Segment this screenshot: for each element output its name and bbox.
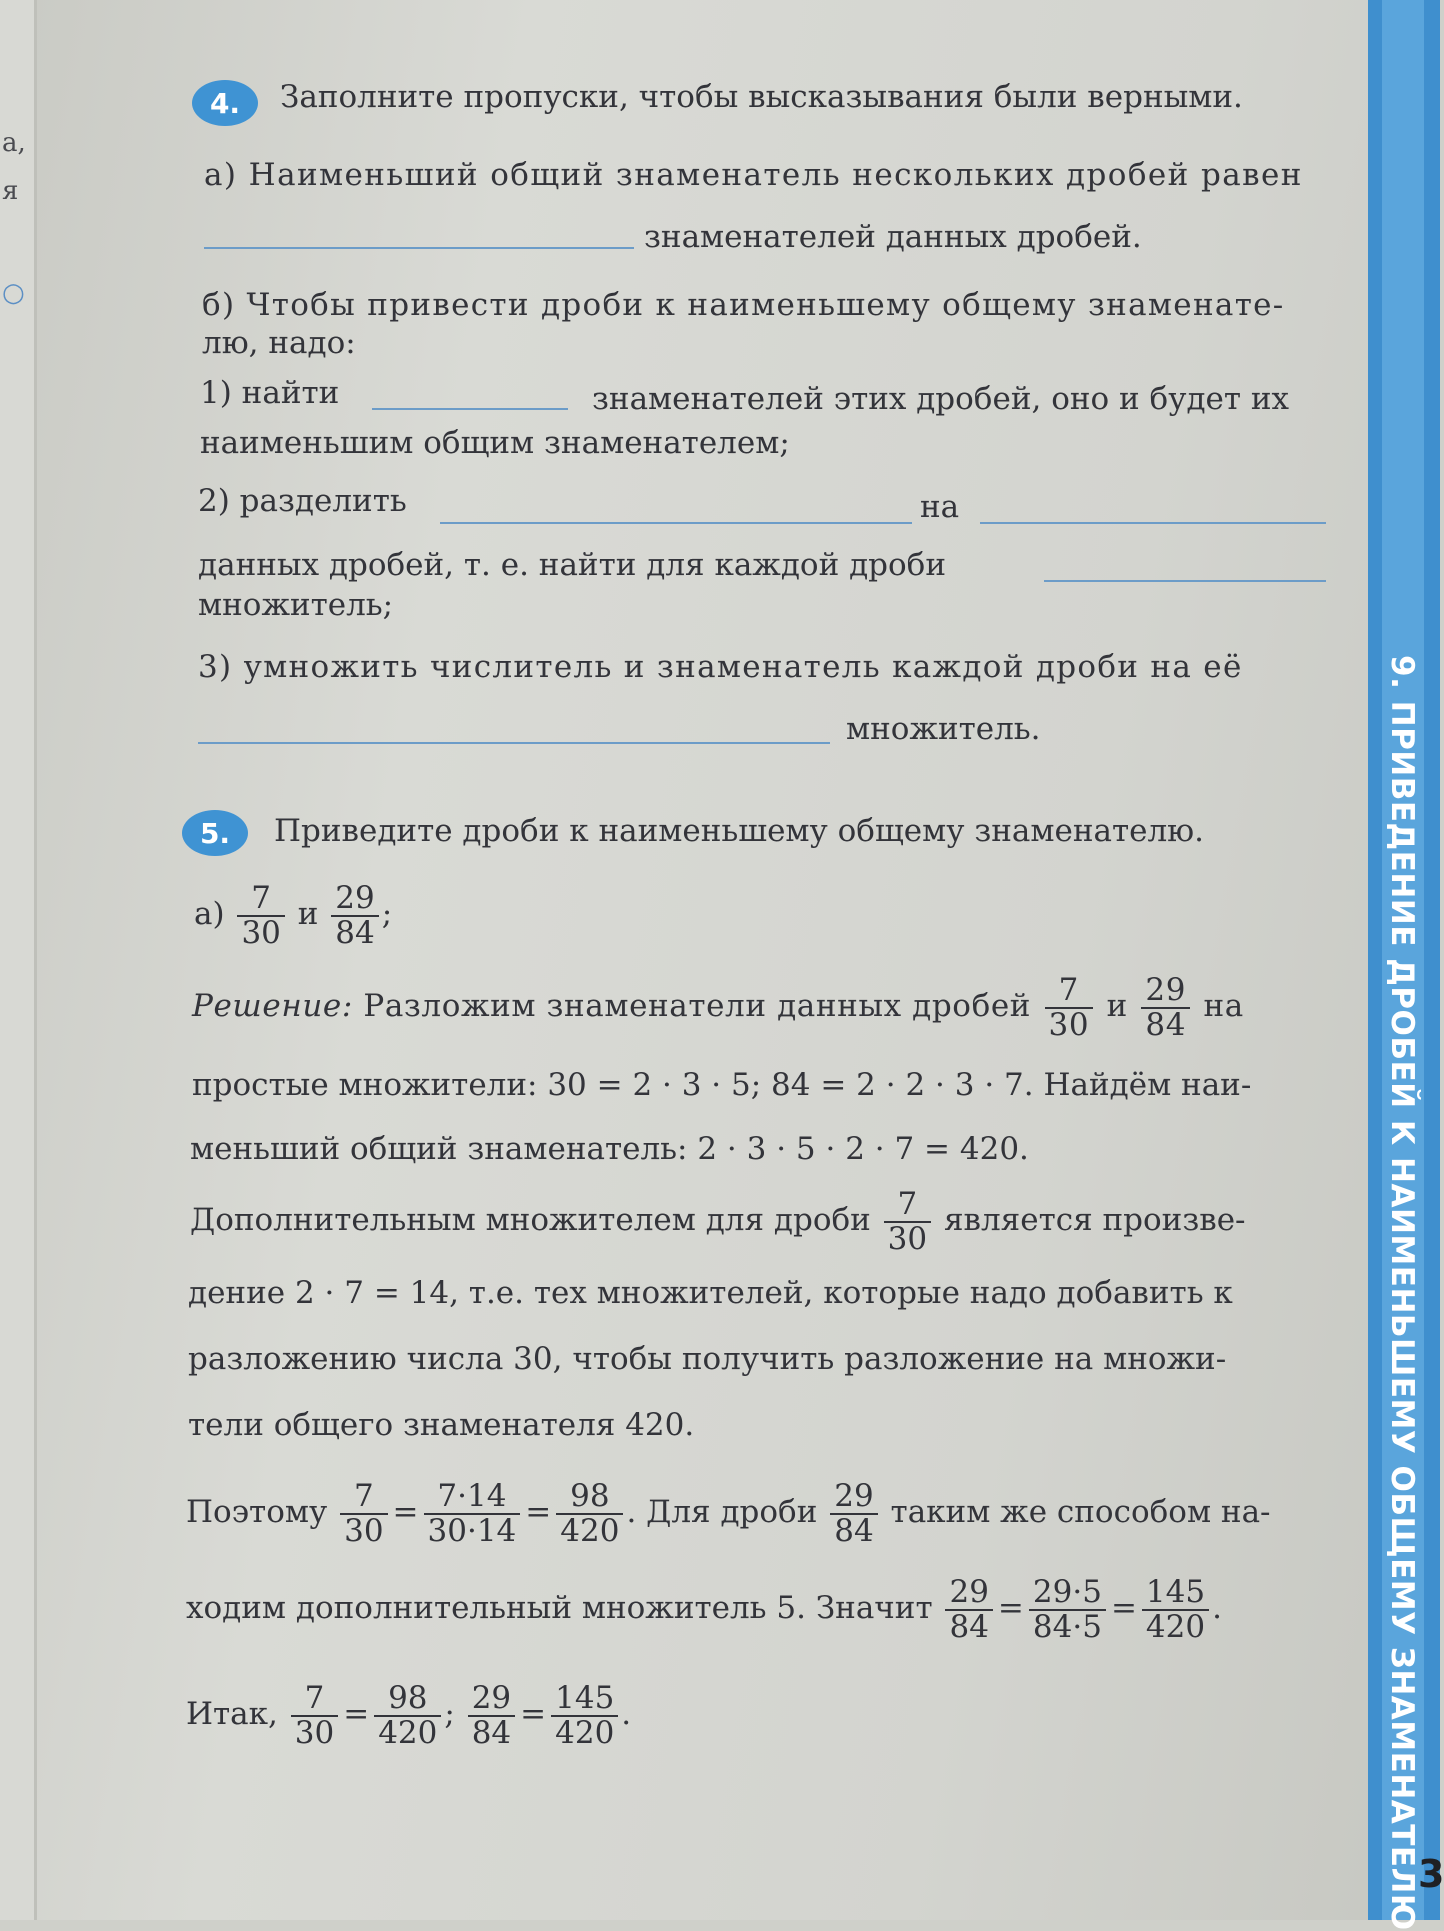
left-fragment: я [2,176,19,206]
exercise-a: а) $\frac{7}{30}$ и $\frac{29}{84}$ ; [194,880,393,951]
step2-line2: данных дробей, т. е. найти для каждой дроби [198,547,947,583]
fraction: $\frac{7}{30}$ [884,1188,931,1255]
fraction: $\frac{29\cdot 5}{84\cdot 5}$ [1029,1576,1106,1643]
answer-blank[interactable] [372,408,568,410]
fraction: $\frac{98}{420}$ [556,1480,623,1547]
fraction: $\frac{29}{84}$ [1141,974,1190,1041]
task-number-badge: 4. [192,80,258,126]
solution-line3: меньший общий знаменатель: 2 · 3 · 5 · 2 · 7 = 420. [190,1131,1029,1167]
fraction: $\frac{145}{420}$ [551,1682,618,1749]
fraction: $\frac{29}{84}$ [331,882,378,949]
answer-blank[interactable] [198,742,830,744]
fraction: $\frac{29}{84}$ [830,1480,877,1547]
answer-blank[interactable] [204,247,634,249]
fraction: $\frac{145}{420}$ [1142,1576,1209,1643]
step2-mid: на [920,489,960,525]
solution-line1: Решение: Разложим знаменатели данных дробей $\frac{7}{30}$ и $\frac{29}{84}$ на [192,972,1244,1043]
statement-b-line1: б) Чтобы привести дроби к наименьшему общему знаменате- [202,287,1285,323]
paragraph4-line: ходим дополнительный множитель 5. Значит $\frac{29}{84}$ = $\frac{29\cdot 5}{84\cdot 5}$ = $\frac{145}{420}$ . [186,1574,1222,1645]
step1-start: 1) найти [200,375,340,411]
task-title: Заполните пропуски, чтобы высказывания были верными. [280,79,1243,115]
statement-a-line2: знаменателей данных дробей. [644,219,1142,255]
step3-line1: 3) умножить числитель и знаменатель каждой дроби на её [198,649,1243,685]
fraction: $\frac{29}{84}$ [468,1682,515,1749]
previous-page-edge [0,0,37,1920]
solution-line2: простые множители: 30 = 2 · 3 · 5; 84 = 2 · 2 · 3 · 7. Найдём наи- [192,1067,1252,1103]
fraction: $\frac{7}{30}$ [340,1480,387,1547]
fraction: $\frac{7}{30}$ [291,1682,338,1749]
step2-start: 2) разделить [198,483,407,519]
fraction: $\frac{98}{420}$ [374,1682,441,1749]
answer-blank[interactable] [440,522,912,524]
paragraph2-line3: разложению числа 30, чтобы получить разложение на множи- [188,1341,1227,1377]
page-number: 3 [1418,1852,1444,1896]
left-fragment: ○ [2,278,25,308]
paragraph3-line1: Поэтому $\frac{7}{30}$ = $\frac{7\cdot 14}{30\cdot 14}$ = $\frac{98}{420}$ . Для дроби $\frac{29}{84}$ таким же способом на- [186,1478,1271,1549]
answer-blank[interactable] [1044,580,1326,582]
task-title: Приведите дроби к наименьшему общему знаменателю. [274,813,1204,849]
statement-b-line2: лю, надо: [202,325,356,361]
fraction: $\frac{7}{30}$ [1045,974,1094,1041]
step1-end: знаменателей этих дробей, оно и будет их [592,381,1290,417]
fraction: $\frac{7\cdot 14}{30\cdot 14}$ [424,1480,521,1547]
step3-line2: множитель. [846,711,1041,747]
step1-line2: наименьшим общим знаменателем; [200,425,790,461]
statement-a-line1: а) Наименьший общий знаменатель нескольких дробей равен [204,157,1303,193]
task-number-badge: 5. [182,810,248,856]
fraction: $\frac{29}{84}$ [945,1576,992,1643]
chapter-side-title: 9. ПРИВЕДЕНИЕ ДРОБЕЙ К НАИМЕНЬШЕМУ ОБЩЕМУ ЗНАМЕНАТЕЛЮ [1384,655,1420,1931]
paragraph2-line2: дение 2 · 7 = 14, т.е. тех множителей, которые надо добавить к [188,1275,1233,1311]
paragraph2-line4: тели общего знаменателя 420. [188,1407,695,1443]
final-result: Итак, $\frac{7}{30}$ = $\frac{98}{420}$ ; $\frac{29}{84}$ = $\frac{145}{420}$ . [186,1680,632,1751]
paragraph2-line1: Дополнительным множителем для дроби $\frac{7}{30}$ является произве- [190,1186,1246,1257]
fraction: $\frac{7}{30}$ [237,882,284,949]
step2-line3: множитель; [198,587,394,623]
answer-blank[interactable] [980,522,1326,524]
left-fragment: а, [2,128,26,158]
